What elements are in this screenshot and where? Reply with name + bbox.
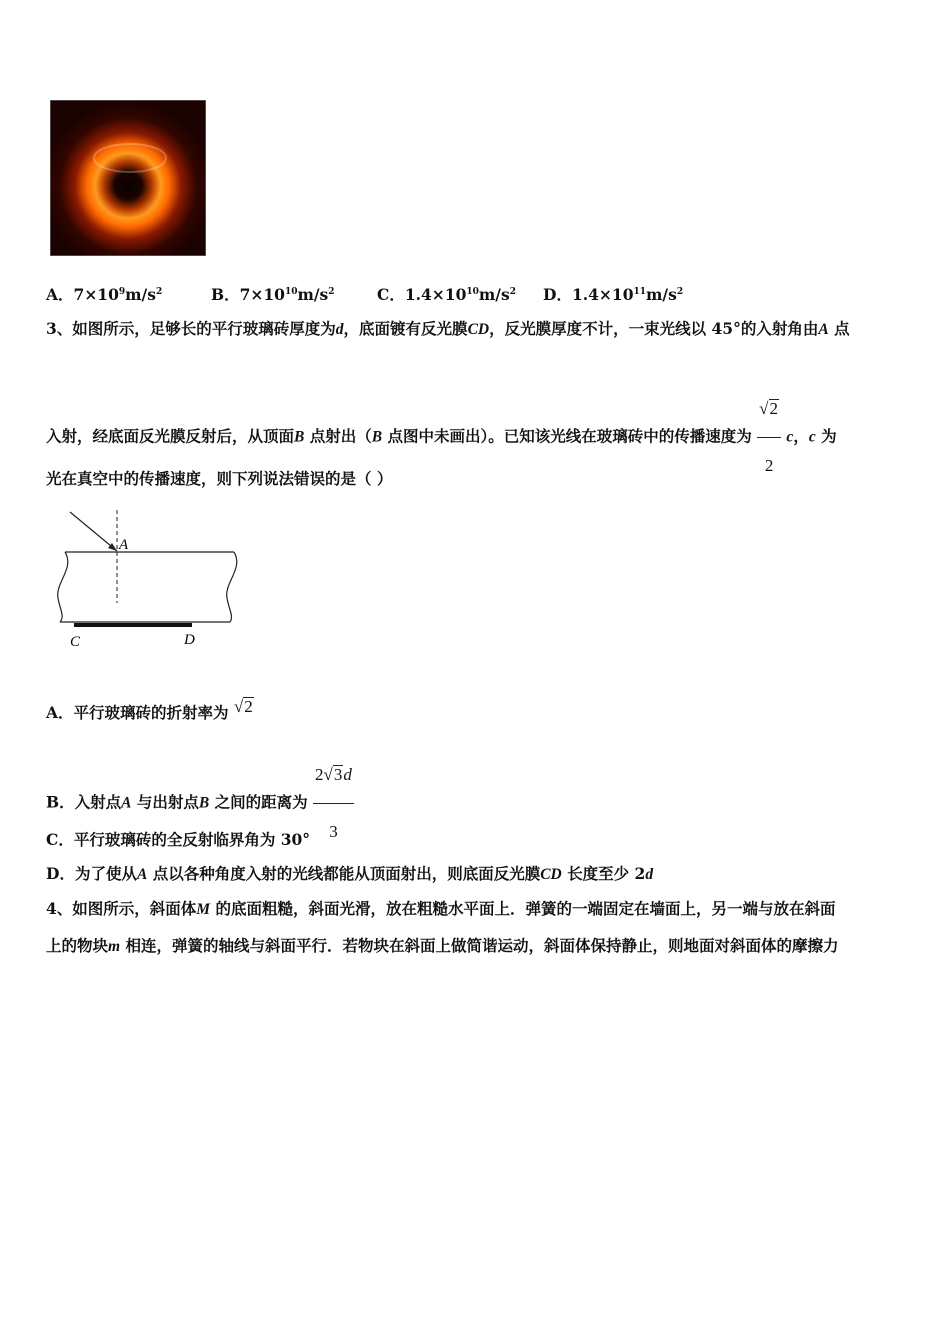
q4-stem-line-1 [46,898,836,921]
label-a: A [119,537,129,553]
var-c: c [786,428,794,446]
distance-fraction: $\frac{2√3d}{3}$ [313,748,354,859]
black-hole-image [50,100,206,256]
q2-option-a[interactable] [46,284,162,306]
numerator-radicand: 3 [333,765,343,784]
option-exp: 11 [633,286,647,297]
option-mantissa: 7×10 [73,285,119,304]
option-unit-exp: 2 [676,286,684,297]
text: ， [793,426,809,446]
sqrt-2: √2 [233,697,253,716]
numerator-coef: 2 [315,765,324,784]
speed-fraction: $\frac{√2}{2}$ [757,382,781,493]
text: ，反光膜厚度不计，一束光线以 45°的入射角由 [489,319,819,338]
var-d: d [645,866,654,883]
glass-slab-diagram [50,508,250,653]
var-d: d [335,321,344,338]
q3-option-c[interactable] [46,829,310,851]
q3-option-a[interactable] [46,692,254,728]
text: 4、如图所示，斜面体 [46,899,197,918]
text: 入射，经底面反光膜反射后，从顶面 [46,426,295,446]
black-hole-photo-icon [50,100,206,256]
option-unit-exp: 2 [328,286,335,297]
q3-stem-line-3: 光在真空中的传播速度，则下列说法错误的是（ ） [46,469,393,488]
option-label: D． [543,285,572,304]
text: D．为了使从 [46,864,137,883]
q3-option-d[interactable] [46,863,653,886]
var-b: B [371,428,383,446]
q4-stem-line-2 [46,935,838,958]
q3-stem-line-1 [46,318,850,341]
q2-option-b[interactable] [211,284,335,306]
option-label: A． [46,285,74,304]
option-exp: 10 [466,286,479,297]
option-mantissa: 7×10 [239,285,285,304]
text: 3、如图所示，足够长的平行玻璃砖厚度为 [46,319,336,338]
var-a: A [121,794,132,812]
option-unit: m/s [646,285,677,304]
option-unit: m/s [478,285,510,304]
text: B．入射点 [46,792,122,812]
option-text: A．平行玻璃砖的折射率为 [46,703,229,722]
option-exp: 10 [284,286,298,297]
text: 长度至少 2 [561,864,646,883]
text: 为 [815,426,837,446]
var-m-big: M [196,901,211,918]
fraction-denominator: 3 [329,822,338,841]
q2-option-d[interactable] [543,284,683,306]
option-text: C．平行玻璃砖的全反射临界角为 30° [46,830,311,849]
option-unit-exp: 2 [509,286,516,297]
text: ，底面镀有反光膜 [343,319,468,338]
text: 与出射点 [131,792,199,812]
q2-option-c[interactable] [377,284,516,306]
text: 点射出（ [304,426,372,446]
text: 上的物块 [46,936,109,955]
option-exp: 9 [118,286,126,297]
option-label: C． [377,285,405,304]
text: 点以各种角度入射的光线都能从顶面射出，则底面反光膜 [147,864,541,883]
option-unit: m/s [125,285,156,304]
fraction-radicand: 2 [769,399,779,418]
option-unit: m/s [297,285,329,304]
text: 相连，弹簧的轴线与斜面平行．若物块在斜面上做简谐运动，斜面体保持静止，则地面对斜面体的摩擦力 [120,936,839,955]
var-cd: CD [540,866,562,883]
var-c: c [808,428,816,446]
var-a: A [136,866,148,883]
label-d: D [184,632,195,648]
var-cd: CD [467,321,490,338]
fraction-denominator: 2 [764,456,774,475]
label-c: C [70,634,81,650]
option-unit-exp: 2 [155,286,163,297]
numerator-var: d [343,765,352,784]
radicand: 2 [244,697,253,716]
glass-slab-figure [50,508,250,653]
var-b: B [294,428,305,446]
var-m-small: m [108,938,121,955]
option-label: B． [211,285,240,304]
option-mantissa: 1.4×10 [571,285,634,304]
text: 点 [828,319,850,338]
text: 点图中未画出）。已知该光线在玻璃砖中的传播速度为 [382,426,752,446]
option-mantissa: 1.4×10 [404,285,467,304]
text: 之间的距离为 [209,792,308,812]
var-a: A [818,321,829,338]
text: 的底面粗糙，斜面光滑，放在粗糙水平面上．弹簧的一端固定在墙面上，另一端与放在斜面 [210,899,836,918]
var-b: B [198,794,210,812]
